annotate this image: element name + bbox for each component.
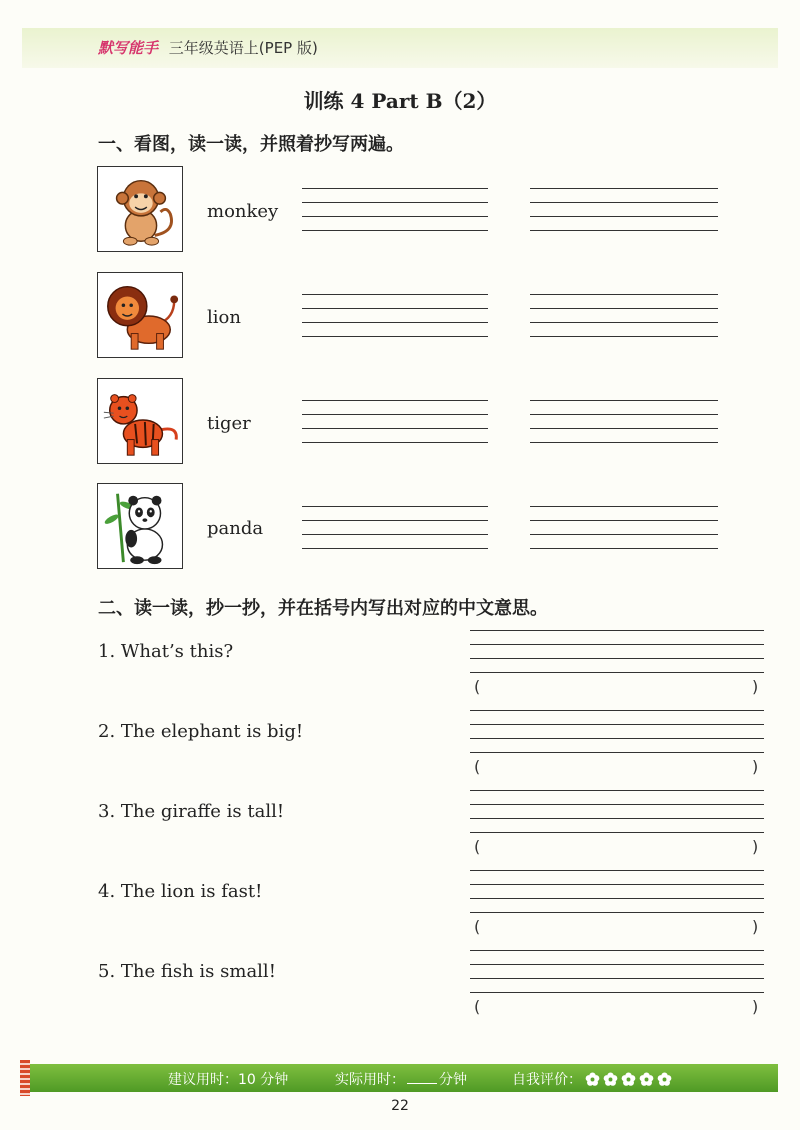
writing-lines[interactable] [530, 506, 718, 550]
flower-icon[interactable] [621, 1072, 636, 1087]
sentence-2: 2. The elephant is big! [98, 721, 304, 742]
writing-lines[interactable] [530, 294, 718, 338]
answer-paren-open: ( [474, 997, 481, 1016]
tiger-picture [97, 378, 183, 464]
book-header [98, 37, 318, 58]
flower-icon[interactable] [657, 1072, 672, 1087]
tiger-icon [98, 379, 182, 463]
actual-time-unit: 分钟 [439, 1072, 467, 1088]
sentence-5: 5. The fish is small! [98, 961, 276, 982]
suggested-time: 建议用时：10 分钟 [168, 1072, 289, 1088]
word-lion: lion [207, 307, 241, 328]
footer-edge-decoration [20, 1060, 30, 1096]
writing-lines[interactable] [470, 790, 764, 834]
panda-picture [97, 483, 183, 569]
writing-lines[interactable] [470, 950, 764, 994]
section-1-heading: 一、看图，读一读，并照着抄写两遍。 [98, 134, 404, 155]
flower-icon[interactable] [585, 1072, 600, 1087]
flower-icon[interactable] [639, 1072, 654, 1087]
word-panda: panda [207, 518, 264, 539]
answer-paren-open: ( [474, 837, 481, 856]
answer-paren-close: ) [752, 997, 759, 1016]
self-evaluation [512, 1069, 672, 1089]
writing-lines[interactable] [470, 630, 764, 674]
writing-lines[interactable] [302, 188, 488, 232]
answer-paren-close: ) [752, 837, 759, 856]
writing-lines[interactable] [470, 710, 764, 754]
word-tiger: tiger [207, 413, 251, 434]
word-monkey: monkey [207, 201, 279, 222]
flower-icon[interactable] [603, 1072, 618, 1087]
self-eval-label: 自我评价： [512, 1072, 582, 1088]
actual-time [335, 1069, 467, 1089]
sentence-4: 4. The lion is fast! [98, 881, 263, 902]
answer-paren-open: ( [474, 677, 481, 696]
page-title: 训练 4 Part B（2） [303, 89, 497, 113]
answer-paren-open: ( [474, 757, 481, 776]
writing-lines[interactable] [470, 870, 764, 914]
actual-time-blank[interactable] [407, 1083, 437, 1084]
lion-picture [97, 272, 183, 358]
brand-name: 默写能手 [98, 39, 159, 57]
actual-time-label: 实际用时： [335, 1072, 405, 1088]
writing-lines[interactable] [302, 506, 488, 550]
page-number: 22 [391, 1098, 409, 1114]
panda-icon [98, 484, 182, 568]
monkey-icon [98, 167, 182, 251]
writing-lines[interactable] [530, 188, 718, 232]
lion-icon [98, 273, 182, 357]
answer-paren-close: ) [752, 757, 759, 776]
answer-paren-close: ) [752, 917, 759, 936]
monkey-picture [97, 166, 183, 252]
writing-lines[interactable] [302, 400, 488, 444]
answer-paren-open: ( [474, 917, 481, 936]
sentence-1: 1. What’s this? [98, 641, 234, 662]
rating-flowers[interactable] [582, 1072, 672, 1088]
book-title: 三年级英语上(PEP 版) [168, 39, 318, 57]
section-2-heading: 二、读一读，抄一抄，并在括号内写出对应的中文意思。 [98, 598, 548, 619]
answer-paren-close: ) [752, 677, 759, 696]
writing-lines[interactable] [530, 400, 718, 444]
sentence-3: 3. The giraffe is tall! [98, 801, 285, 822]
writing-lines[interactable] [302, 294, 488, 338]
